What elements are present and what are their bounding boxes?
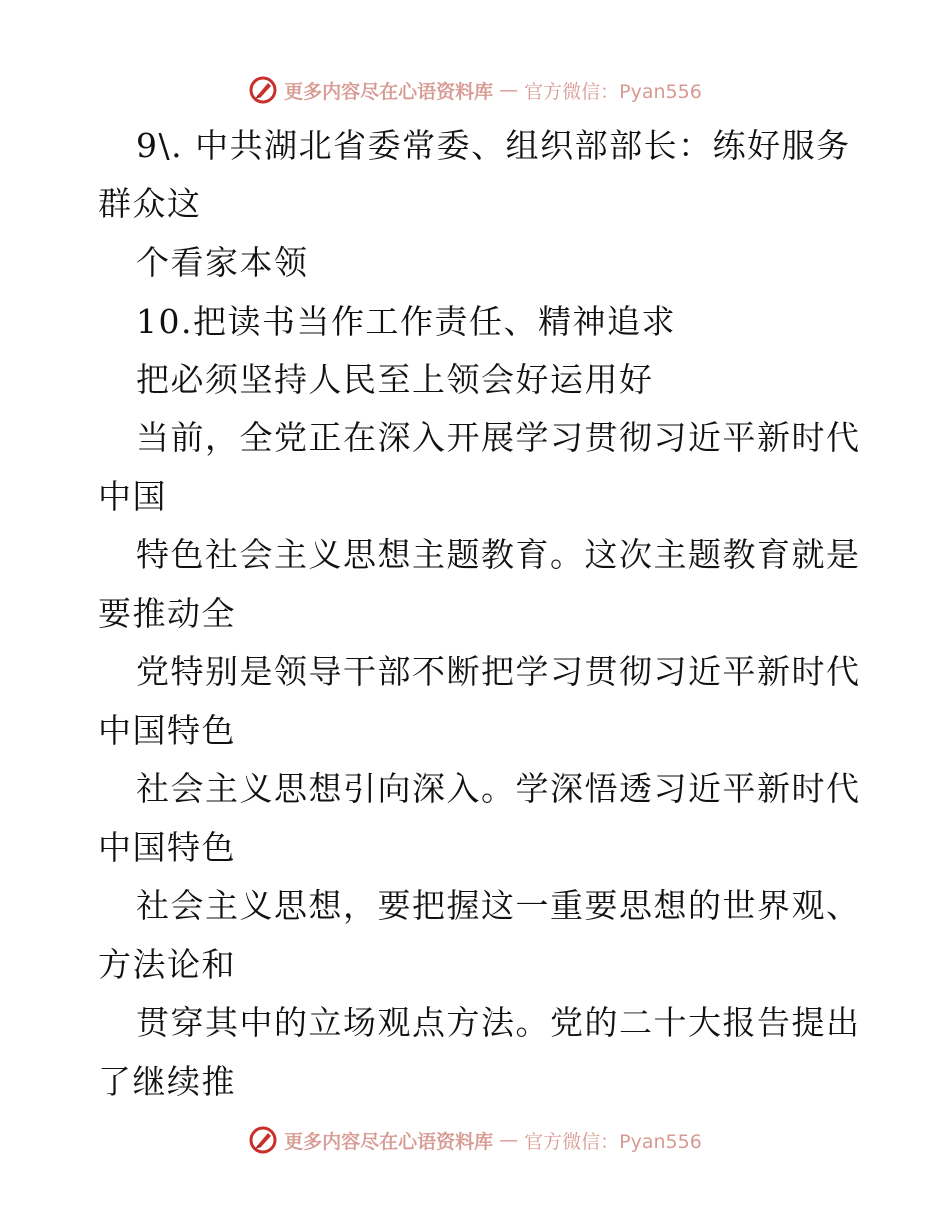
body-line: 了继续推 [98, 1062, 236, 1101]
body-line: 中国特色 [98, 828, 236, 867]
body-line: 9\. 中共湖北省委常委、组织部部长：练好服务 [136, 126, 851, 165]
body-line: 群众这 [98, 184, 202, 223]
watermark-separator: — [499, 1129, 519, 1151]
body-line: 方法论和 [98, 945, 236, 984]
pen-logo-icon [248, 1125, 278, 1155]
body-line: 把必须坚持人民至上领会好运用好 [136, 360, 654, 399]
body-line: 党特别是领导干部不断把学习贯彻习近平新时代 [136, 652, 861, 691]
body-line: 社会主义思想引向深入。学深悟透习近平新时代 [136, 769, 861, 808]
watermark-wechat-text: 官方微信：Pyan556 [524, 1130, 702, 1153]
body-line: 个看家本领 [136, 243, 309, 282]
pen-logo-icon [248, 75, 278, 105]
body-line: 当前，全党正在深入开展学习贯彻习近平新时代 [136, 418, 861, 457]
body-line: 中国特色 [98, 711, 236, 750]
body-line: 要推动全 [98, 594, 236, 633]
watermark-separator: — [499, 79, 519, 101]
body-line: 特色社会主义思想主题教育。这次主题教育就是 [136, 535, 861, 574]
body-line: 社会主义思想，要把握这一重要思想的世界观、 [136, 886, 861, 925]
body-line: 10.把读书当作工作责任、精神追求 [136, 302, 676, 341]
footer-watermark [0, 1120, 950, 1160]
body-line: 中国 [98, 477, 167, 516]
watermark-wechat-text: 官方微信：Pyan556 [524, 80, 702, 103]
body-line: 贯穿其中的立场观点方法。党的二十大报告提出 [136, 1003, 861, 1042]
watermark-brand-text: 更多内容尽在心语资料库 [284, 1130, 494, 1153]
header-watermark [0, 70, 950, 110]
watermark-brand-text: 更多内容尽在心语资料库 [284, 80, 494, 103]
